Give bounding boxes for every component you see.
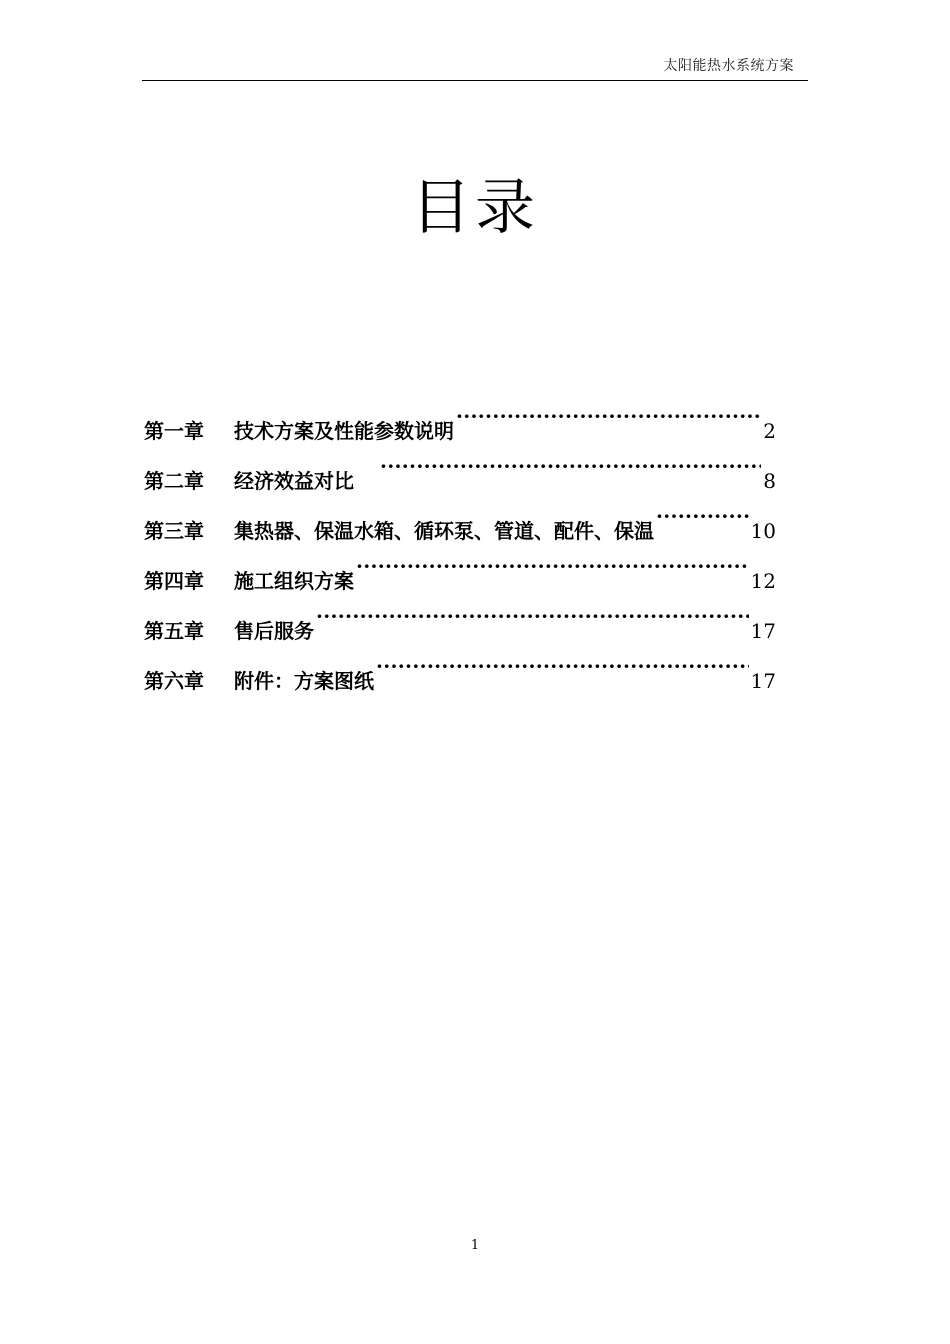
toc-entry-1[interactable] (144, 402, 776, 452)
toc-entry-title: 售后服务 (234, 619, 314, 643)
page-number: 1 (470, 1238, 480, 1253)
toc-dot-leader (456, 402, 761, 438)
table-of-contents (144, 402, 776, 702)
toc-entry-4[interactable] (144, 552, 776, 602)
toc-dot-leader (376, 652, 749, 688)
toc-page-number: 8 (763, 469, 776, 493)
toc-page-number: 17 (750, 619, 776, 643)
toc-entry-title: 经济效益对比 (234, 469, 354, 493)
toc-dot-leader (380, 452, 761, 488)
toc-entry-3[interactable] (144, 502, 776, 552)
toc-entry-6[interactable] (144, 652, 776, 702)
toc-chapter-label: 第四章 (144, 569, 204, 593)
toc-chapter-label: 第一章 (144, 419, 204, 443)
toc-page-number: 2 (763, 419, 776, 443)
toc-dot-leader (356, 552, 749, 588)
page-title: 目录 (411, 173, 539, 243)
running-header: 太阳能热水系统方案 (663, 58, 794, 74)
toc-entry-title: 附件：方案图纸 (234, 669, 374, 693)
toc-chapter-label: 第三章 (144, 519, 204, 543)
toc-page-number: 17 (750, 669, 776, 693)
toc-entry-title: 集热器、保温水箱、循环泵、管道、配件、保温 (234, 519, 654, 543)
toc-dot-leader (316, 602, 749, 638)
toc-entry-title: 技术方案及性能参数说明 (234, 419, 454, 443)
toc-chapter-label: 第五章 (144, 619, 204, 643)
toc-chapter-label: 第二章 (144, 469, 204, 493)
toc-dot-leader (656, 502, 749, 538)
toc-entry-5[interactable] (144, 602, 776, 652)
toc-entry-title: 施工组织方案 (234, 569, 354, 593)
toc-chapter-label: 第六章 (144, 669, 204, 693)
header-rule (142, 80, 808, 81)
toc-entry-2[interactable] (144, 452, 776, 502)
toc-page-number: 10 (750, 519, 776, 543)
toc-page-number: 12 (750, 569, 776, 593)
